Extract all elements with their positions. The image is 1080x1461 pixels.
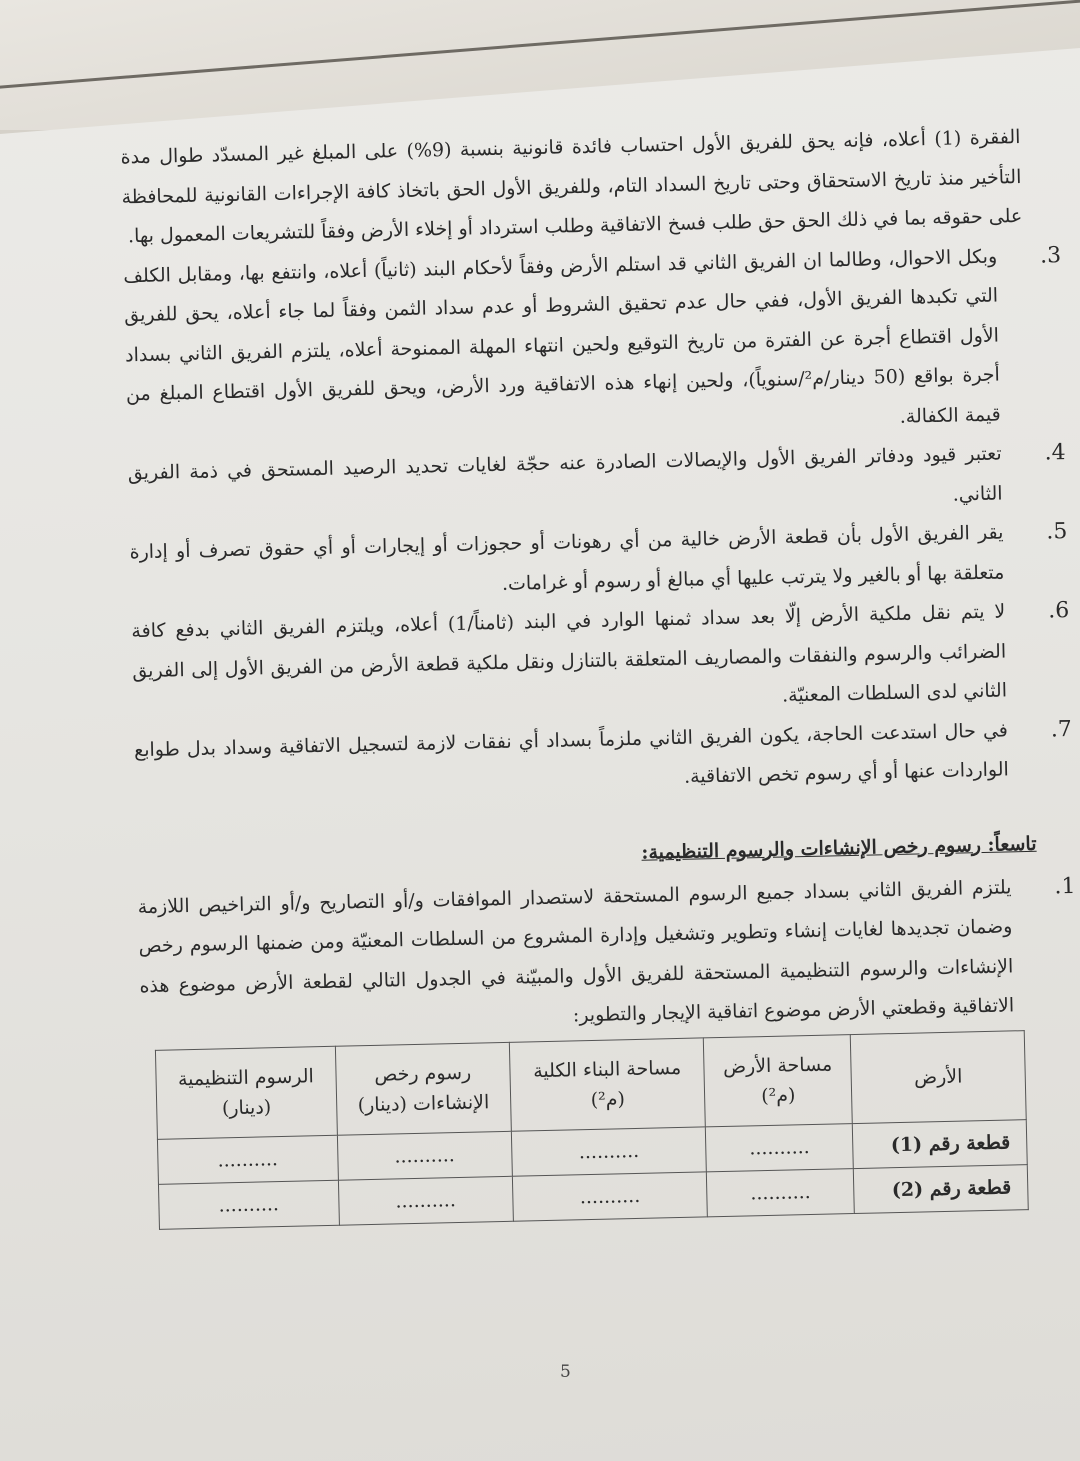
clause-text: يلتزم الفريق الثاني بسداد جميع الرسوم المستحقة لاستصدار الموافقات و/أو التصاريح و/أو التراخيص اللازمة وضمان تجديدها لغايات إنشاء وتطوير وتشغيل وإدارة المشروع من السلطات المعنيّة ومن ضمنها الرسوم رخص الإنشاءات والرسوم التنظيمية المستحقة للفريق الأول والمبيّنة في الجدول التالي لقطعة الأرض موضوع هذه الاتفاقية وقطعتي الأرض موضوع اتفاقية الإيجار والتطوير: xyxy=(137,875,1015,1027)
header-text: مساحة الأرض xyxy=(722,1053,833,1078)
header-construction-fees xyxy=(335,1042,511,1135)
clause-number: 3. xyxy=(1039,242,1062,269)
header-unit: (دينار) xyxy=(221,1095,272,1119)
header-text: الأرض xyxy=(913,1065,963,1089)
table-cell: .......... xyxy=(337,1131,512,1180)
table-cell: .......... xyxy=(512,1171,708,1220)
table-cell: .......... xyxy=(158,1180,339,1229)
clause-number: 1. xyxy=(1054,873,1076,899)
fees-table xyxy=(155,1030,1029,1230)
clause-text: تعتبر قيود ودفاتر الفريق الأول والإيصالات الصادرة عنه حجّة لغايات تحديد الرصيد المستحق في ذمة الفريق الثاني. xyxy=(127,442,1003,506)
table-cell: .......... xyxy=(706,1123,853,1171)
header-land-area xyxy=(704,1034,852,1126)
table-cell: .......... xyxy=(338,1176,513,1225)
clause-text: في حال استدعت الحاجة، يكون الفريق الثاني ملزماً بسداد أي نفقات لازمة لتسجيل الاتفاقية وسداد بدل طوابع الواردات عنها أو أي رسوم تخص الاتفاقية. xyxy=(133,718,1010,788)
row-label: قطعة رقم (2) xyxy=(853,1164,1028,1213)
table-cell: .......... xyxy=(707,1168,854,1216)
clause-text: لا يتم نقل ملكية الأرض إلّا بعد سداد ثمنها الوارد في البند (ثامناً/1) أعلاه، ويلتزم الفريق الثاني بدفع كافة الضرائب والرسوم والنفقات والمصاريف المتعلقة بالتنازل ونقل ملكية قطعة الأرض من الفريق الأول إلى الفريق الثاني لدى السلطات المعنيّة. xyxy=(131,600,1008,707)
header-text: الرسوم التنظيمية xyxy=(177,1064,315,1090)
clause-number: 5. xyxy=(1046,519,1068,545)
row-label: قطعة رقم (1) xyxy=(852,1119,1027,1168)
clause-number: 6. xyxy=(1047,598,1070,624)
clause-number: 4. xyxy=(1044,440,1066,466)
section-clause-1 xyxy=(137,867,1076,1045)
header-building-area xyxy=(509,1037,706,1130)
section-heading: تاسعاً: رسوم رخص الإنشاءات والرسوم التنظيمية: xyxy=(641,832,1037,864)
page-number: 5 xyxy=(560,1362,571,1382)
clause-number: 7. xyxy=(1050,716,1073,742)
clause-text: يقر الفريق الأول بأن قطعة الأرض خالية من أي رهونات أو حجوزات أو إيجارات أو أي حقوق تصرف أو إدارة متعلقة بها أو بالغير ولا يترتب عليها أي مبالغ أو رسوم أو غرامات. xyxy=(129,521,1005,595)
header-text: رسوم رخص xyxy=(374,1061,472,1086)
header-text: مساحة البناء الكلية xyxy=(532,1056,682,1082)
clause-3 xyxy=(123,236,1062,454)
page-content xyxy=(120,118,1076,1230)
header-unit: (م²) xyxy=(760,1083,796,1107)
clause-text: وبكل الاحوال، وطالما ان الفريق الثاني قد استلم الأرض وفقاً لأحكام البند (ثانياً) أعلاه، وانتفع بها، ومقابل الكلف التي تكبدها الفريق الأول، ففي حال عدم تحقيق الشروط أو عدم سداد الثمن وفقاً لما جاء أعلاه، يحق للفريق الأول اقتطاع أجرة عن الفترة من تاريخ التوقيع ولحين انتهاء المهلة الممنوحة أعلاه، يلتزم الفريق الثاني بسداد أجرة بواقع (50 دينار/م²/سنوياً)، ولحين إنهاء هذه الاتفاقية ورد الأرض، ويحق للفريق الأول اقتطاع المبلغ من قيمة الكفالة. xyxy=(123,245,1001,428)
header-unit: (م²) xyxy=(590,1087,626,1111)
continuation-paragraph: الفقرة (1) أعلاه، فإنه يحق للفريق الأول احتساب فائدة قانونية بنسبة (9%) على المبلغ غير المسدّد طوال مدة التأخير منذ تاريخ الاستحقاق وحتى تاريخ السداد التام، وللفريق الأول الحق باتخاذ كافة الإجراءات القانونية للمحافظة على حقوقه بما في ذلك الحق حق طلب فسخ الاتفاقية وطلب استرداد أو إخلاء الأرض وفقاً للتشريعات المعمول بها. xyxy=(120,125,1023,248)
header-regulatory-fees xyxy=(155,1046,337,1139)
clause-6 xyxy=(131,592,1070,731)
header-land xyxy=(850,1030,1026,1123)
table-cell: .......... xyxy=(511,1126,707,1175)
header-unit: الإنشاءات (دينار) xyxy=(357,1090,490,1116)
table-cell: .......... xyxy=(157,1135,338,1184)
